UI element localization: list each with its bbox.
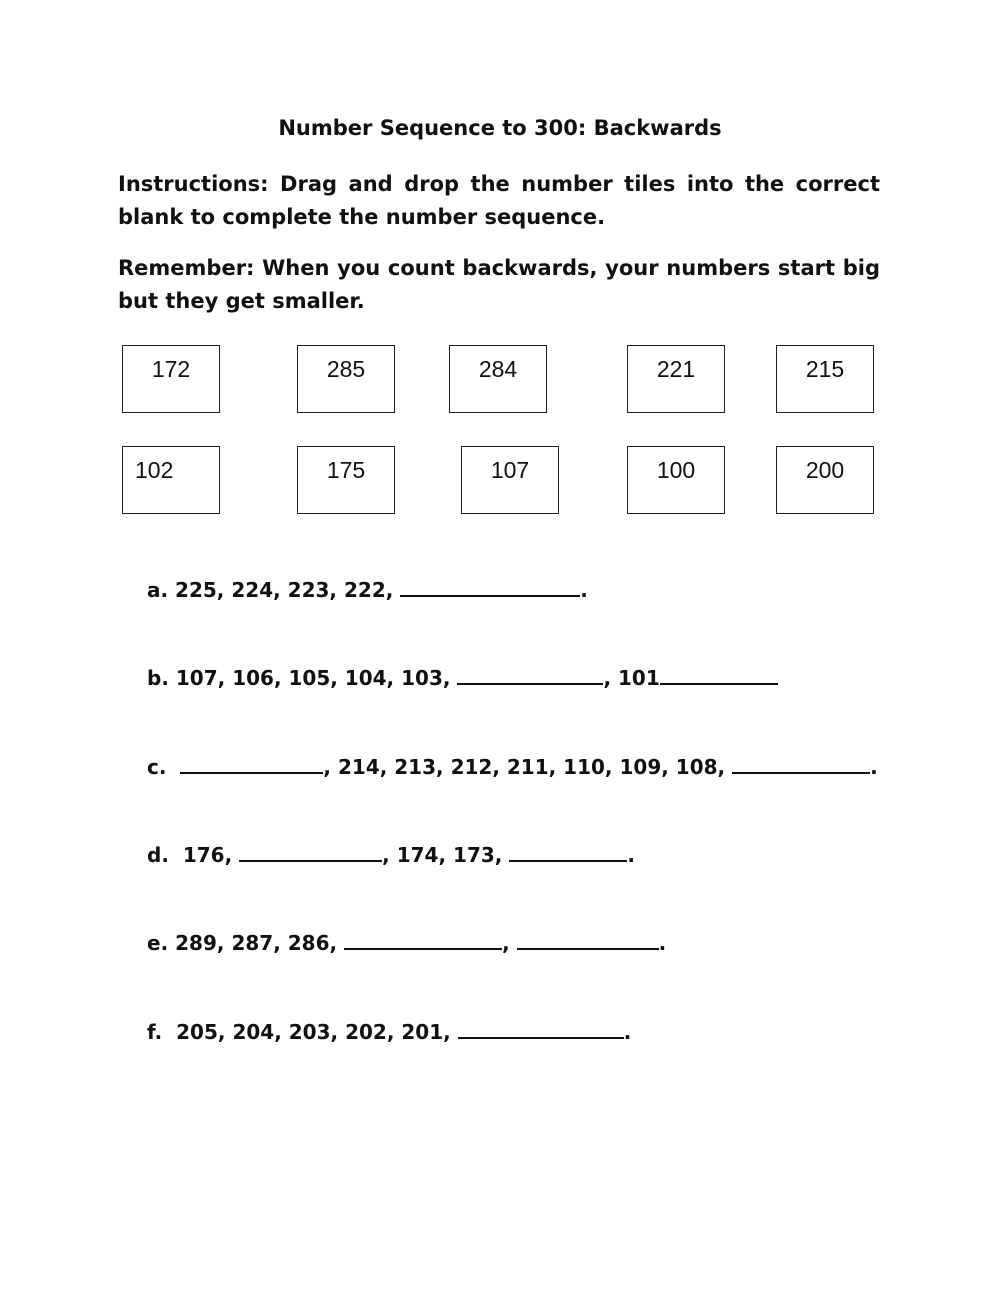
number-tile[interactable]: 100 [627,446,725,514]
sequence-end: . [870,755,878,779]
drop-blank[interactable] [732,754,870,774]
drop-blank[interactable] [400,577,580,597]
sequence-end: . [658,931,667,955]
question-label: c. [147,755,167,779]
drop-blank[interactable] [458,1019,624,1039]
sequence-end: . [627,843,635,867]
drop-blank[interactable] [660,665,778,685]
number-tile[interactable]: 175 [297,446,395,514]
drop-blank[interactable] [239,842,382,862]
drop-blank[interactable] [180,754,323,774]
sequence-text: 225, 224, 223, 222, [168,578,401,602]
number-tile[interactable]: 285 [297,345,395,413]
sequence-text: 176, [168,843,240,867]
sequence-text: 205, 204, 203, 202, 201, [162,1020,458,1044]
question-a [147,577,588,602]
question-d [147,842,635,867]
drop-blank[interactable] [509,842,627,862]
number-tile[interactable]: 215 [776,345,874,413]
question-e [147,930,666,955]
question-c [147,754,878,779]
question-label: d. [147,843,169,867]
number-tile[interactable]: 107 [461,446,559,514]
sequence-text: , 174, 173, [382,843,510,867]
question-label: b. [147,666,169,690]
number-tile[interactable]: 172 [122,345,220,413]
number-tile[interactable]: 284 [449,345,547,413]
drop-blank[interactable] [344,930,502,950]
sequence-text: , [502,931,517,955]
number-tile[interactable]: 221 [627,345,725,413]
question-label: f. [147,1020,163,1044]
question-b [147,665,778,690]
sequence-text: 289, 287, 286, [168,931,345,955]
question-f [147,1019,631,1044]
page-title: Number Sequence to 300: Backwards [278,116,722,140]
sequence-text: , 214, 213, 212, 211, 110, 109, 108, [323,755,733,779]
sequence-text: 107, 106, 105, 104, 103, [168,666,458,690]
number-tile[interactable]: 102 [122,446,220,514]
sequence-text: , 101 [603,666,660,690]
remember-text: Remember: When you count backwards, your numbers start big but they get smaller. [118,256,880,313]
sequence-text [166,755,180,779]
number-tile[interactable]: 200 [776,446,874,514]
drop-blank[interactable] [517,930,659,950]
sequence-end: . [623,1020,632,1044]
sequence-end: . [580,578,588,602]
question-label: e. [147,931,169,955]
instructions-text: Instructions: Drag and drop the number tiles into the correct blank to complete the number sequence. [118,172,880,229]
drop-blank[interactable] [457,665,603,685]
question-label: a. [147,578,169,602]
